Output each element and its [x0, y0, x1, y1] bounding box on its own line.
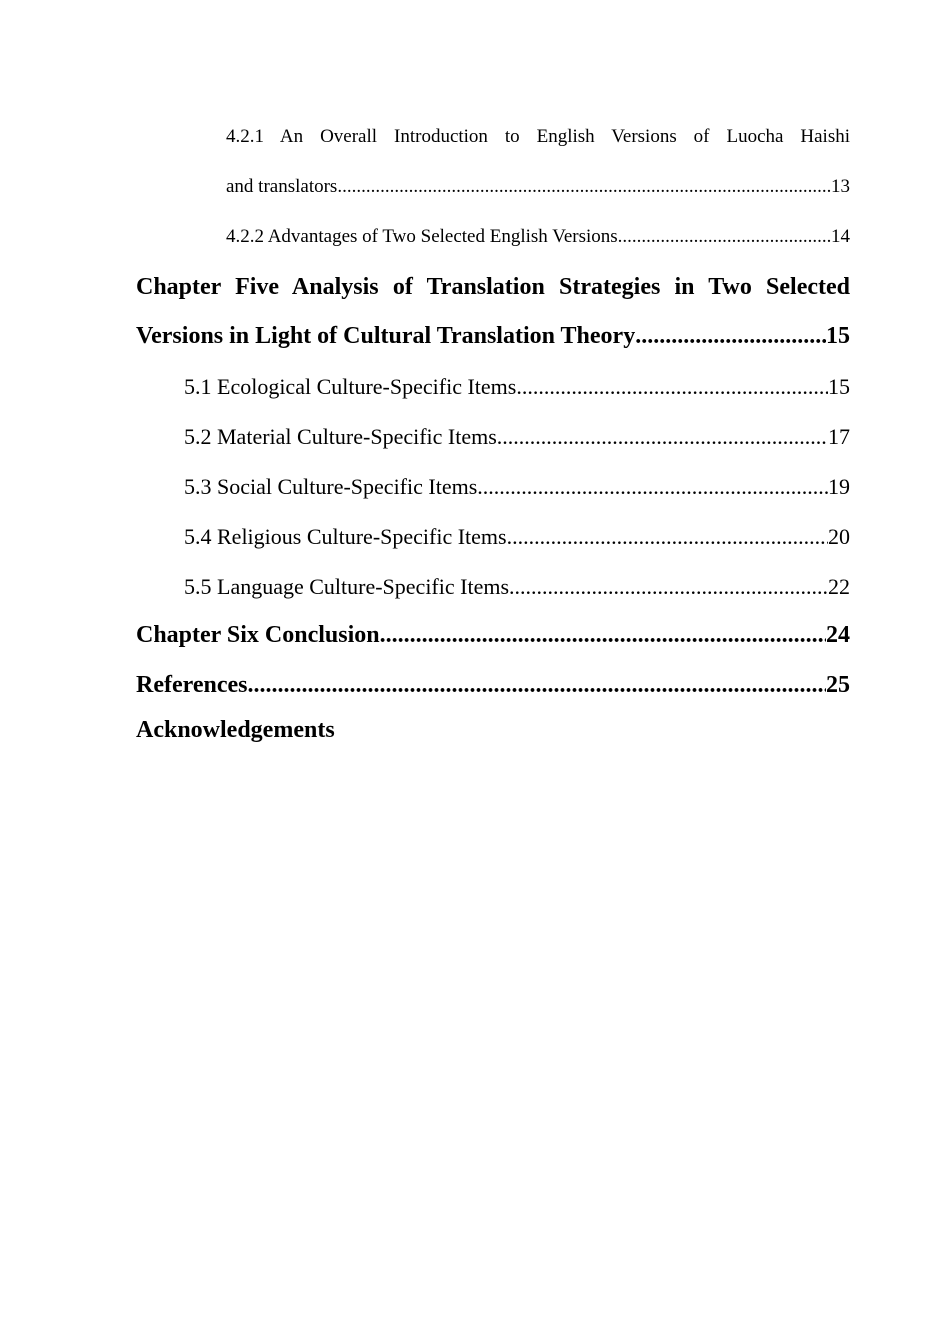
toc-chapter-five-line2[interactable] [136, 323, 850, 350]
dot-leader [497, 424, 828, 450]
toc-entry-5-1[interactable] [184, 374, 850, 400]
toc-chapter-five-line1: Chapter Five Analysis of Translation Strategies in Two Selected [136, 274, 850, 300]
toc-entry-title: References [136, 672, 248, 698]
dot-leader [477, 474, 828, 500]
toc-entry-5-2[interactable] [184, 424, 850, 450]
toc-references[interactable] [136, 672, 850, 699]
toc-entry-4-2-1-line1: 4.2.1 An Overall Introduction to English Versions of Luocha Haishi [226, 126, 850, 147]
toc-entry-4-2-1-line2[interactable] [226, 176, 850, 198]
page-number: 19 [828, 474, 850, 499]
dot-leader [380, 622, 826, 649]
page-number: 24 [826, 622, 850, 648]
toc-entry-5-5[interactable] [184, 574, 850, 600]
toc-acknowledgements[interactable]: Acknowledgements [136, 717, 335, 743]
toc-entry-title: Chapter Six Conclusion [136, 622, 380, 648]
dot-leader [516, 374, 828, 400]
toc-chapter-six[interactable] [136, 622, 850, 649]
page-number: 15 [828, 374, 850, 399]
page-number: 14 [831, 226, 850, 247]
toc-entry-title: Versions in Light of Cultural Translation Theory [136, 323, 636, 349]
page-number: 13 [831, 176, 850, 197]
dot-leader [635, 323, 826, 350]
toc-entry-title: 5.2 Material Culture-Specific Items [184, 424, 497, 449]
toc-entry-title: 5.1 Ecological Culture-Specific Items [184, 374, 517, 399]
toc-entry-title: 5.3 Social Culture-Specific Items [184, 474, 478, 499]
page-number: 20 [828, 524, 850, 549]
toc-entry-title: 4.2.2 Advantages of Two Selected English Versions [226, 226, 618, 247]
dot-leader [248, 672, 827, 699]
toc-entry-title: 5.4 Religious Culture-Specific Items [184, 524, 507, 549]
toc-entry-4-2-2[interactable] [226, 226, 850, 248]
dot-leader [337, 176, 831, 198]
dot-leader [507, 524, 828, 550]
page-number: 17 [828, 424, 850, 449]
toc-entry-5-4[interactable] [184, 524, 850, 550]
toc-entry-title: and translators [226, 176, 338, 197]
page-number: 15 [826, 323, 850, 349]
dot-leader [509, 574, 828, 600]
dot-leader [618, 226, 831, 248]
toc-entry-5-3[interactable] [184, 474, 850, 500]
page-number: 25 [826, 672, 850, 698]
toc-entry-title: 5.5 Language Culture-Specific Items [184, 574, 510, 599]
page-number: 22 [828, 574, 850, 599]
